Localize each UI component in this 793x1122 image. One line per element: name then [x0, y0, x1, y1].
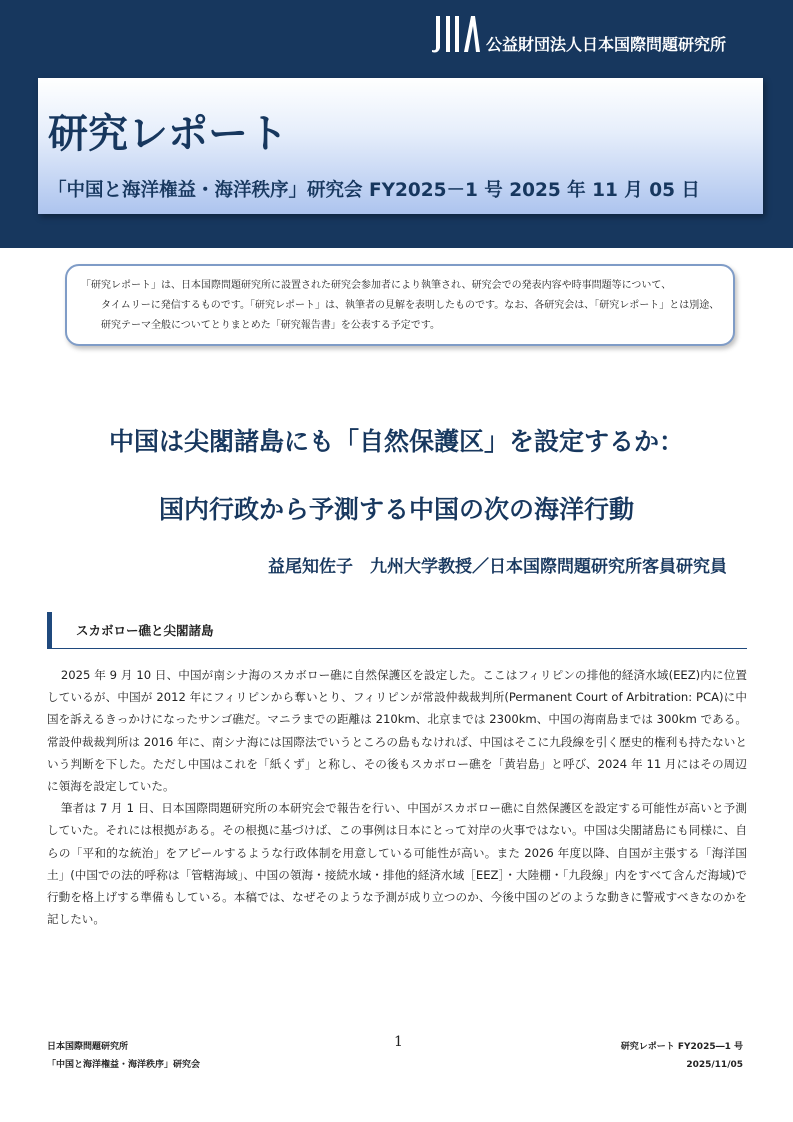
- notice-line: 「研究レポート」は、日本国際問題研究所に設置された研究会参加者により執筆され、研究会での発表内容や時事問題等について、: [81, 280, 672, 291]
- footer-study-group: 「中国と海洋権益・海洋秩序」研究会: [47, 1060, 201, 1070]
- jiia-logo-icon: [430, 14, 480, 56]
- footer-right: [621, 1038, 743, 1074]
- report-title: 研究レポート: [48, 111, 288, 157]
- article-headline-line2: 国内行政から予測する中国の次の海洋行動: [158, 495, 634, 524]
- footer-institute: 日本国際問題研究所: [47, 1042, 129, 1052]
- section-accent-bar: [47, 612, 52, 648]
- footer-left: [47, 1038, 200, 1074]
- header-band: [0, 0, 793, 248]
- body-paragraph: 筆者は 7 月 1 日、日本国際問題研究所の本研究会で報告を行い、中国がスカボロー礁に自然保護区を設定する可能性が高いと予測していた。それには根拠がある。その根拠に基づけば、この事例は日本にとって対岸の火事ではない。中国は尖閣諸島にも同様に、自らの「平和的な統治」をアピールするような行政体制を用意している可能性が高い。また 2026 年度以降、自国が主張する「海洋国土」(中国での法的呼称は「管轄海域」、中国の領海・接続水域・排他的経済水域［EEZ］・大陸棚・「九段線」内をすべて含んだ海域)で行動を格上げする準備もしている。本稿では、なぜそのような予測が成り立つのか、今後中国のどのような動きに警戒すべきなのかを記したい。: [47, 801, 747, 927]
- article-author: 益尾知佐子 九州大学教授／日本国際問題研究所客員研究員: [268, 557, 727, 577]
- notice-text: [81, 276, 721, 336]
- article-body: [47, 664, 747, 930]
- article-headline-line1: 中国は尖閣諸島にも「自然保護区」を設定するか：: [108, 427, 684, 456]
- section-title: スカボロー礁と尖閣諸島: [76, 623, 214, 638]
- body-paragraph: 2025 年 9 月 10 日、中国が南シナ海のスカボロー礁に自然保護区を設定した。ここはフィリピンの排他的経済水域(EEZ)内に位置しているが、中国が 2012 年にフィリピンから奪いとり、フィリピンが常設仲裁裁判所(Permanent Court of Arbitration: PCA)に中国を訴えるきっかけになったサンゴ礁だ。マニラまでの距離は 210km、北京までは 2300km、中国の海南島までは 300km である。常設仲裁裁判所は 2016 年に、南シナ海には国際法でいうところの島もなければ、中国はそこに九段線を引く歴史的権利も持たないという判断を下した。ただし中国はこれを「紙くず」と称し、その後もスカボロー礁を「黄岩島」と呼び、2024 年 11 月にはその周辺に領海を設定していた。: [47, 668, 747, 794]
- title-box: [38, 78, 763, 214]
- notice-line: タイムリーに発信するものです。「研究レポート」は、執筆者の見解を表明したものです。なお、各研究会は、「研究レポート」とは別途、: [101, 300, 720, 311]
- section-underline: [47, 648, 747, 649]
- page-number: 1: [394, 1034, 403, 1050]
- notice-line: 研究テーマ全般についてとりまとめた「研究報告書」を公表する予定です。: [101, 320, 440, 331]
- footer-date: 2025/11/05: [686, 1060, 743, 1070]
- report-subtitle: 「中国と海洋権益・海洋秩序」研究会 FY2025－1 号 2025 年 11 月 05 日: [48, 180, 700, 201]
- footer-report-number: 研究レポート FY2025―1 号: [620, 1042, 743, 1052]
- organization-name: 公益財団法人日本国際問題研究所: [486, 35, 727, 54]
- notice-box: [65, 264, 735, 346]
